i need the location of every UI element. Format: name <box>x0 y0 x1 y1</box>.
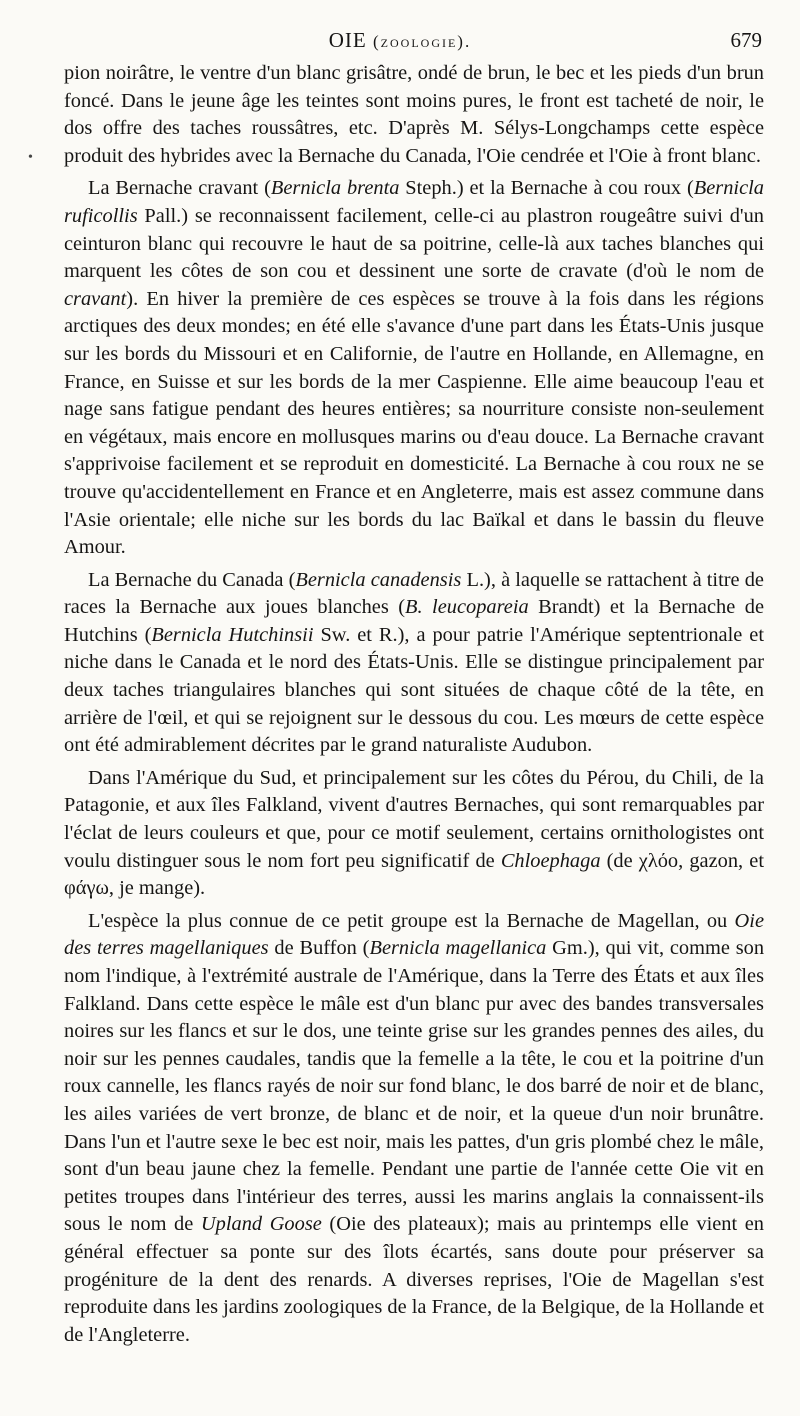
italic-text: Upland Goose <box>200 1213 322 1236</box>
text-run: (Oie des plateaux); mais au printemps elle vient en général effectuer sa ponte sur des îlots écartés, sans doute pour préserver sa progéniture de la dent des renards. A diverses reprises, l'Oie de Magellan s'est reproduite dans les jardins zoologiques de la France, de la Belgique, de la Hollande et de l'Angleterre. <box>64 1213 764 1346</box>
text-run: Brandt) et la Bernache de Hutchins ( <box>64 596 764 646</box>
italic-text: B. leucopareia <box>405 596 529 619</box>
italic-text: Bernicla canadensis <box>295 568 462 591</box>
text-run: La Bernache cravant ( <box>88 177 271 200</box>
paragraph <box>64 567 764 760</box>
text-run: de Buffon ( <box>268 937 370 960</box>
text-run: Sw. et R.), a pour patrie l'Amérique septentrionale et niche dans le Canada et le nord des États-Unis. Elle se distingue principalement par deux taches triangulaires blanches qui sont situées de chaque côté de la tête, en arrière de l'œil, et qui se rejoignent sur le dessous du cou. Les mœurs de cette espèce ont été admirablement décrites par le grand naturaliste Audubon. <box>64 623 764 757</box>
italic-text: Bernicla Hutchinsii <box>151 623 314 646</box>
page-header-title <box>0 28 800 53</box>
text-run: ). En hiver la première de ces espèces se trouve à la fois dans les régions arctiques des deux mondes; en été elle s'avance d'une part dans les États-Unis jusque sur les bords du Missouri et en Californie, de l'autre en Hollande, en Allemagne, en France, en Suisse et sur les bords de la mer Caspienne. Elle aime beaucoup l'eau et nage sans fatigue pendant des heures entières; sa nourriture consiste non-seulement en végétaux, mais encore en mollusques marins ou d'eau douce. La Bernache cravant s'apprivoise facilement et se reproduit en domesticité. La Bernache à cou roux ne se trouve qu'accidentellement en France et en Angleterre, mais est assez commune dans l'Asie orientale; elle niche sur les bords du lac Baïkal et dans le bassin du fleuve Amour. <box>64 287 764 559</box>
text-run: pion noirâtre, le ventre d'un blanc grisâtre, ondé de brun, le bec et les pieds d'un brun foncé. Dans le jeune âge les teintes sont moins pures, le front est tacheté de noir, le dos offre des taches roussâtres, etc. D'après M. Sélys-Longchamps cette espèce produit des hybrides avec la Bernache du Canada, l'Oie cendrée et l'Oie à front blanc. <box>64 62 764 167</box>
paragraph <box>64 175 764 561</box>
italic-text: cravant <box>64 287 127 310</box>
running-head <box>0 28 800 58</box>
text-run: Dans l'Amérique du Sud, et principalement sur les côtes du Pérou, du Chili, de la Patagonie, et aux îles Falkland, vivent d'autres Bernaches, qui sont remarquables par l'éclat de leurs couleurs et que, pour ce motif seulement, certains ornithologistes ont voulu distinguer sous le nom fort peu significatif de <box>64 766 764 872</box>
text-run: La Bernache du Canada ( <box>88 568 296 591</box>
paragraph <box>64 908 764 1350</box>
text-run: L.), à laquelle se rattachent à titre de races la Bernache aux joues blanches ( <box>64 568 764 619</box>
text-run: L'espèce la plus connue de ce petit groupe est la Bernache de Magellan, ou <box>88 909 735 932</box>
text-run: (de χλόο, gazon, et φάγω, je mange). <box>64 849 764 900</box>
italic-text: Oie des terres magellaniques <box>64 909 764 960</box>
italic-text: Chloephaga <box>500 849 601 872</box>
italic-text: Bernicla magellanica <box>369 937 547 960</box>
margin-dot: • <box>28 150 33 165</box>
page-number: 679 <box>730 28 762 52</box>
text-run: Steph.) et la Bernache à cou roux ( <box>399 177 694 200</box>
body-text <box>64 60 764 1354</box>
italic-text: Bernicla brenta <box>270 177 400 200</box>
italic-text: Bernicla ruficollis <box>64 177 764 227</box>
header-title: OIE <box>328 28 367 52</box>
paragraph <box>64 60 764 170</box>
text-run: Gm.), qui vit, comme son nom l'indique, à l'extrémité australe de l'Amérique, dans la Terre des États et aux îles Falkland. Dans cette espèce le mâle est d'un blanc pur avec des bandes transversales noires sur les flancs et sur le dos, une teinte grise sur les grandes pennes des ailes, du noir sur les pennes caudales, tandis que la femelle a la tête, le cou et la poitrine d'un roux cannelle, les flancs rayés de noir sur fond blanc, le dos barré de noir et de blanc, les ailes variées de vert bronze, de blanc et de noir, et la queue d'un noir brunâtre. Dans l'un et l'autre sexe le bec est noir, mais les pattes, d'un gris plombé chez le mâle, sont d'un beau jaune chez la femelle. Pendant une partie de l'année cette Oie vit en petites troupes dans l'intérieur des terres, aussi les marins anglais la connaissent-ils sous le nom de <box>64 937 765 1236</box>
paragraph <box>64 765 764 903</box>
header-subtitle: (zoologie). <box>373 32 472 51</box>
text-run: Pall.) se reconnaissent facilement, celle-ci au plastron rougeâtre suivi d'un ceinturon blanc qui recouvre le haut de sa poitrine, celle-là aux taches blanches qui marquent les côtes de son cou et dessinent une sorte de cravate (d'où le nom de <box>64 204 764 283</box>
